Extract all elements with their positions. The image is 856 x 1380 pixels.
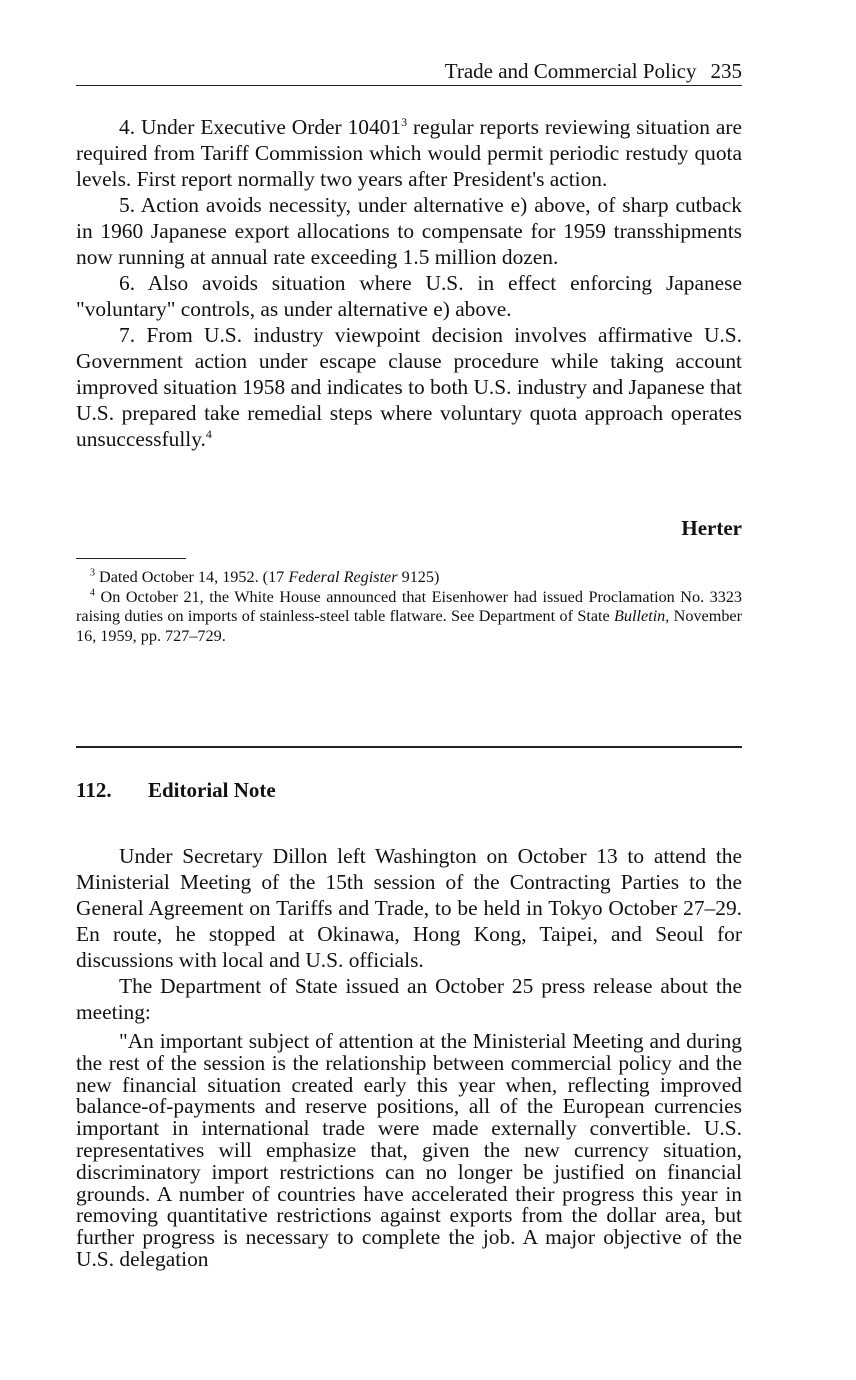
running-head xyxy=(76,58,742,86)
section-heading xyxy=(76,778,276,803)
quote-paragraph: "An important subject of attention at the Ministerial Meeting and during the rest of the session is the relationship between commercial policy and the new financial situation created early this year when, reflecting improved balance-of-payments and reserve positions, all of the European currencies important in international trade were made externally convertible. U.S. representatives will emphasize that, given the new currency situation, discriminatory import restrictions can no longer be justified on financial grounds. A number of countries have accelerated their progress this year in removing quantitative restrictions against exports from the dollar area, but further progress is necessary to complete the job. A major objective of the U.S. delegation xyxy=(76,1029,742,1271)
paragraph: Under Secretary Dillon left Washington on October 13 to attend the Ministerial Meeting of the 15th session of the Contracting Parties to the General Agreement on Tariffs and Trade, to be held in Tokyo October 27–29. En route, he stopped at Okinawa, Hong Kong, Taipei, and Seoul for discussions with local and U.S. officials. xyxy=(76,844,742,972)
footnote-ref-4: 4 xyxy=(205,426,212,441)
item-5: 5. Action avoids necessity, under alternative e) above, of sharp cutback in 1960 Japanese export allocations to compensate for 1959 transshipments now running at annual rate exceeding 1.5 million dozen. xyxy=(76,193,742,269)
numbered-items xyxy=(76,114,742,452)
section-number: 112. xyxy=(76,778,112,802)
paragraph: The Department of State issued an October 25 press release about the meeting: xyxy=(76,974,742,1024)
item-7: 7. From U.S. industry viewpoint decision involves affirmative U.S. Government action under escape clause procedure while taking account improved situation 1958 and indicates to both U.S. industry and Japanese that U.S. prepared take remedial steps where voluntary quota approach operates unsuccessfully.$^4$ xyxy=(76,323,742,451)
footnote-rule xyxy=(76,558,186,559)
footnotes xyxy=(76,568,742,646)
footnote-4: $^4$ On October 21, the White House announced that Eisenhower had issued Proclamation No. 3323 raising duties on imports of stainless-steel table flatware. See Department of State Bulletin, November 16, 1959, pp. 727–729. xyxy=(76,587,743,645)
signature: Herter xyxy=(681,516,742,540)
section-divider xyxy=(76,746,742,748)
footnote-ref-3: 3 xyxy=(401,114,408,129)
page-number: 235 xyxy=(710,59,742,83)
press-release-quote xyxy=(76,1031,742,1271)
item-6: 6. Also avoids situation where U.S. in effect enforcing Japanese "voluntary" controls, as under alternative e) above. xyxy=(76,271,742,321)
item-4: 4. Under Executive Order 10401$^3$ regular reports reviewing situation are required from Tariff Commission which would permit periodic restudy quota levels. First report normally two years after President's action. xyxy=(76,114,742,191)
footnote-3: $^3$ Dated October 14, 1952. (17 Federal Register 9125) xyxy=(90,567,440,586)
editorial-note-body xyxy=(76,843,742,1025)
running-title: Trade and Commercial Policy xyxy=(444,59,697,83)
section-title: Editorial Note xyxy=(148,778,276,802)
